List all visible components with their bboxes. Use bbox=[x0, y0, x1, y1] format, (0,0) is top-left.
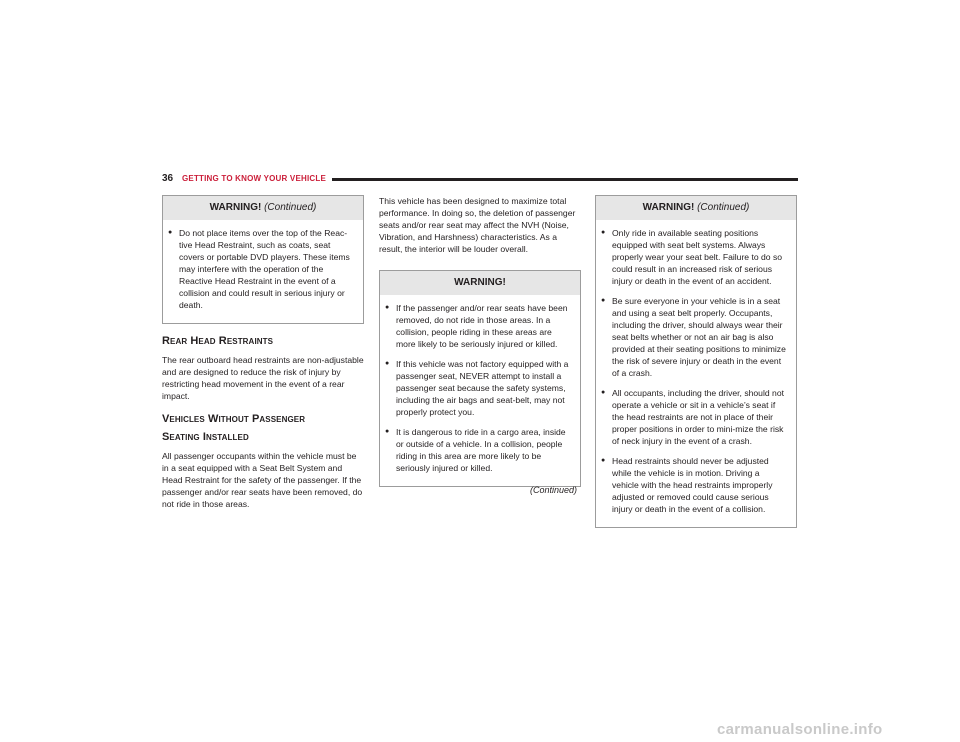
bullet-icon: ● bbox=[601, 389, 606, 396]
warning-label: WARNING! bbox=[642, 202, 695, 213]
heading-vehicles-without-passenger: Vehicles Without Passenger bbox=[162, 413, 306, 425]
warning-item-text: Do not place items over the top of the Reac-tive Head Restraint, such as coats, seat covers or portable DVD players. These items may interfere with the operation of the Reactive Head Restraint in the event of a collision and could result in serious injury or death. bbox=[179, 228, 350, 310]
column-3 bbox=[595, 195, 797, 528]
header-rule bbox=[332, 178, 798, 181]
paragraph-rear-head-restraints: The rear outboard head restraints are non-adjustable and are designed to reduce the risk of injury by restricting head movement in the event of a rear impact. bbox=[162, 355, 364, 401]
warning-item bbox=[601, 295, 788, 379]
warning-body bbox=[596, 220, 796, 527]
warning-body bbox=[163, 220, 363, 323]
bullet-icon: ● bbox=[168, 229, 173, 236]
warning-continued-label: (Continued) bbox=[264, 202, 317, 213]
warning-body bbox=[380, 295, 580, 486]
warning-item-text: If this vehicle was not factory equipped with a passenger seat, NEVER attempt to install a passenger seat because the safety systems, including the air bags and seat-belt, may not properly protect you. bbox=[396, 359, 569, 417]
warning-box-continued bbox=[162, 195, 364, 324]
column-1 bbox=[162, 195, 364, 510]
bullet-icon: ● bbox=[601, 297, 606, 304]
bullet-icon: ● bbox=[601, 229, 606, 236]
warning-item bbox=[385, 302, 572, 350]
watermark: carmanualsonline.info bbox=[717, 721, 883, 738]
page-number: 36 bbox=[162, 173, 174, 184]
warning-item-text: Only ride in available seating positions equipped with seat belt systems. Always properly wear your seat belt. Failure to do so could result in an increased risk of serious injury or death in the event of an accident. bbox=[612, 228, 783, 286]
warning-label: WARNING! bbox=[209, 202, 262, 213]
warning-header bbox=[163, 196, 363, 220]
warning-item bbox=[168, 227, 355, 311]
bullet-icon: ● bbox=[601, 457, 606, 464]
warning-continued-label: (Continued) bbox=[697, 202, 750, 213]
section-title: GETTING TO KNOW YOUR VEHICLE bbox=[182, 174, 326, 183]
warning-item bbox=[385, 426, 572, 474]
heading-seating-installed: Seating Installed bbox=[162, 431, 249, 443]
bullet-icon: ● bbox=[385, 304, 390, 311]
warning-header bbox=[596, 196, 796, 220]
warning-item-text: Be sure everyone in your vehicle is in a seat and using a seat belt properly. Occupants, including the driver, should always wear their seat belts whether or not an air bag is also provided at their seating positions to minimize the risk of severe injury or death in the event of a crash. bbox=[612, 296, 786, 378]
bullet-icon: ● bbox=[385, 428, 390, 435]
warning-item-text: Head restraints should never be adjusted while the vehicle is in motion. Driving a vehicle with the head restraints improperly adjusted or removed could cause serious injury or death in the event of a collision. bbox=[612, 456, 773, 514]
warning-item bbox=[601, 227, 788, 287]
warning-box bbox=[379, 270, 581, 487]
warning-header bbox=[380, 271, 580, 295]
warning-item bbox=[601, 387, 788, 447]
paragraph-nvh: This vehicle has been designed to maximize total performance. In doing so, the deletion of passenger seats and/or rear seat may affect the NVH (Noise, Vibration, and Harshness) characteristics. As a result, the interior will be louder overall. bbox=[379, 196, 576, 254]
continued-footer: (Continued) bbox=[530, 485, 578, 495]
page-header bbox=[162, 172, 798, 186]
column-2 bbox=[379, 195, 581, 487]
warning-item-text: All occupants, including the driver, should not operate a vehicle or sit in a vehicle’s seat if the head restraints are not in place of their proper positions in order to mini-mize the risk of neck injury in the event of a crash. bbox=[612, 388, 784, 446]
paragraph-passenger-occupants: All passenger occupants within the vehicle must be in a seat equipped with a Seat Belt System and Head Restraint for the safety of the passenger. If the passenger and/or rear seats have been removed, do not ride in those areas. bbox=[162, 451, 363, 509]
warning-item-text: If the passenger and/or rear seats have been removed, do not ride in those areas. In a collision, people riding in these areas are more likely to be seriously injured or killed. bbox=[396, 303, 568, 349]
bullet-icon: ● bbox=[385, 360, 390, 367]
warning-label: WARNING! bbox=[454, 277, 506, 288]
warning-item-text: It is dangerous to ride in a cargo area, inside or outside of a vehicle. In a collision, people riding in this area are more likely to be seriously injured or killed. bbox=[396, 427, 566, 473]
heading-rear-head-restraints: Rear Head Restraints bbox=[162, 335, 274, 347]
warning-item bbox=[601, 455, 788, 515]
warning-item bbox=[385, 358, 572, 418]
warning-box-continued bbox=[595, 195, 797, 528]
